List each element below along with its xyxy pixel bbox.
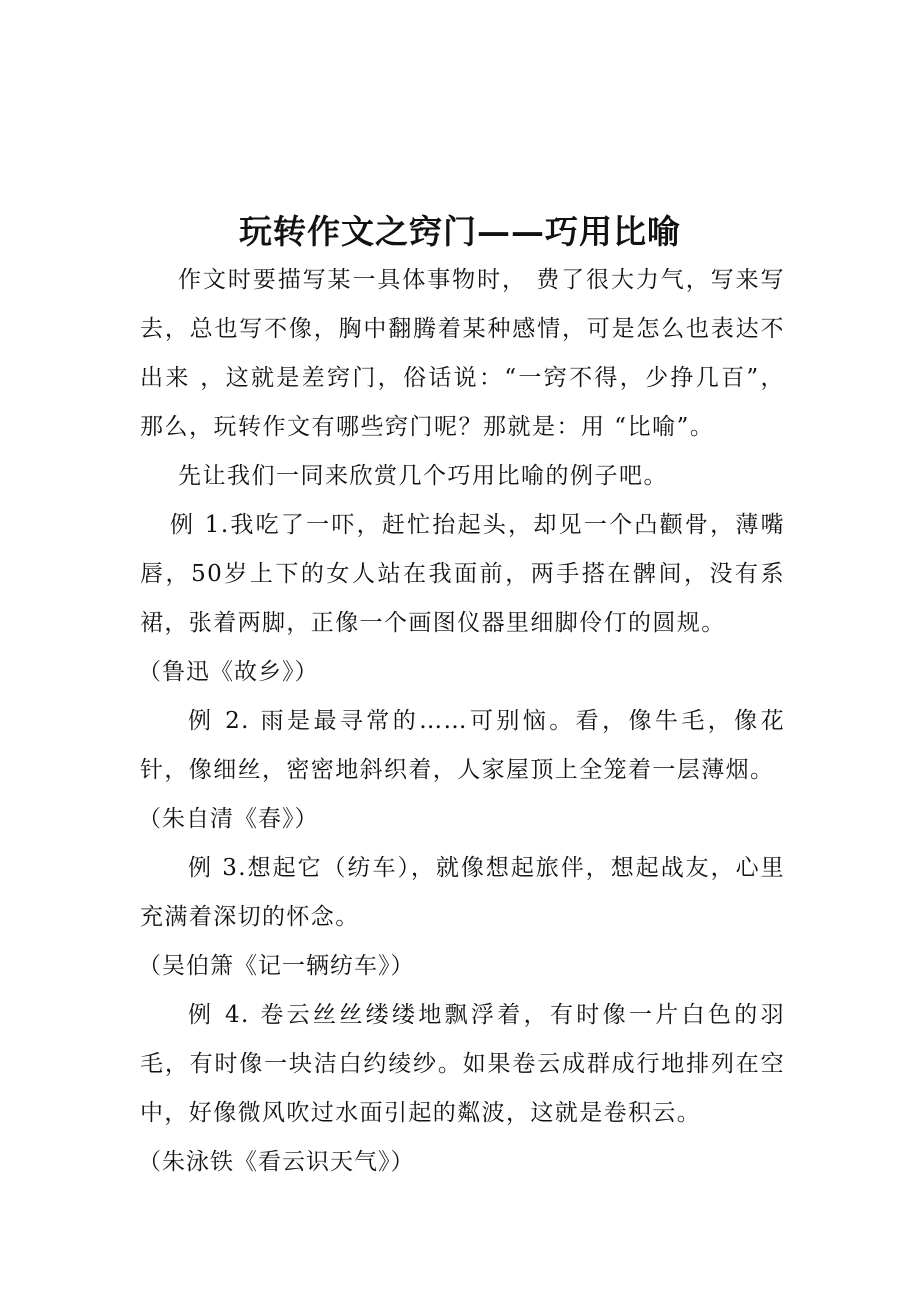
document-title: 玩转作文之窍门——巧用比喻 — [239, 212, 681, 251]
intro-paragraph: 作文时要描写某一具体事物时， 费了很大力气，写来写去，总也写不像，胸中翻腾着某种感情，可是怎么也表达不出来 ，这就是差窍门，俗话说：“一窍不得，少挣几百”，那么，玩转作文有哪些窍门呢？那就是：用 “比喻”。 — [140, 267, 785, 440]
intro-paragraph: 先让我们一同来欣赏几个巧用比喻的例子吧。 — [178, 463, 668, 489]
example-source: （鲁迅《故乡》） — [138, 659, 319, 685]
example-text: 例 4. 卷云丝丝缕缕地飘浮着，有时像一片白色的羽毛，有时像一块洁白约绫纱。如果卷云成群成行地排列在空中，好像微风吹过水面引起的粼波，这就是卷积云。 — [140, 1002, 785, 1126]
example-source: （朱自清《春》） — [138, 806, 319, 832]
example-text: 例 3.想起它（纺车），就像想起旅伴，想起战友，心里充满着深切的怀念。 — [140, 855, 785, 930]
example-source: （吴伯箫《记一辆纺车》） — [138, 953, 415, 979]
example-text: 例 2. 雨是最寻常的……可别恼。看，像牛毛，像花针，像细丝，密密地斜织着，人家屋顶上全笼着一层薄烟。 — [140, 708, 785, 783]
example-text: 例 1.我吃了一吓，赶忙抬起头，却见一个凸颧骨，薄嘴唇，50岁上下的女人站在我面前，两手搭在髀间，没有系裙，张着两脚，正像一个画图仪器里细脚伶仃的圆规。 — [140, 512, 785, 636]
document-body — [140, 256, 785, 1187]
example-source: （朱泳铁《看云识天气》） — [138, 1149, 415, 1175]
